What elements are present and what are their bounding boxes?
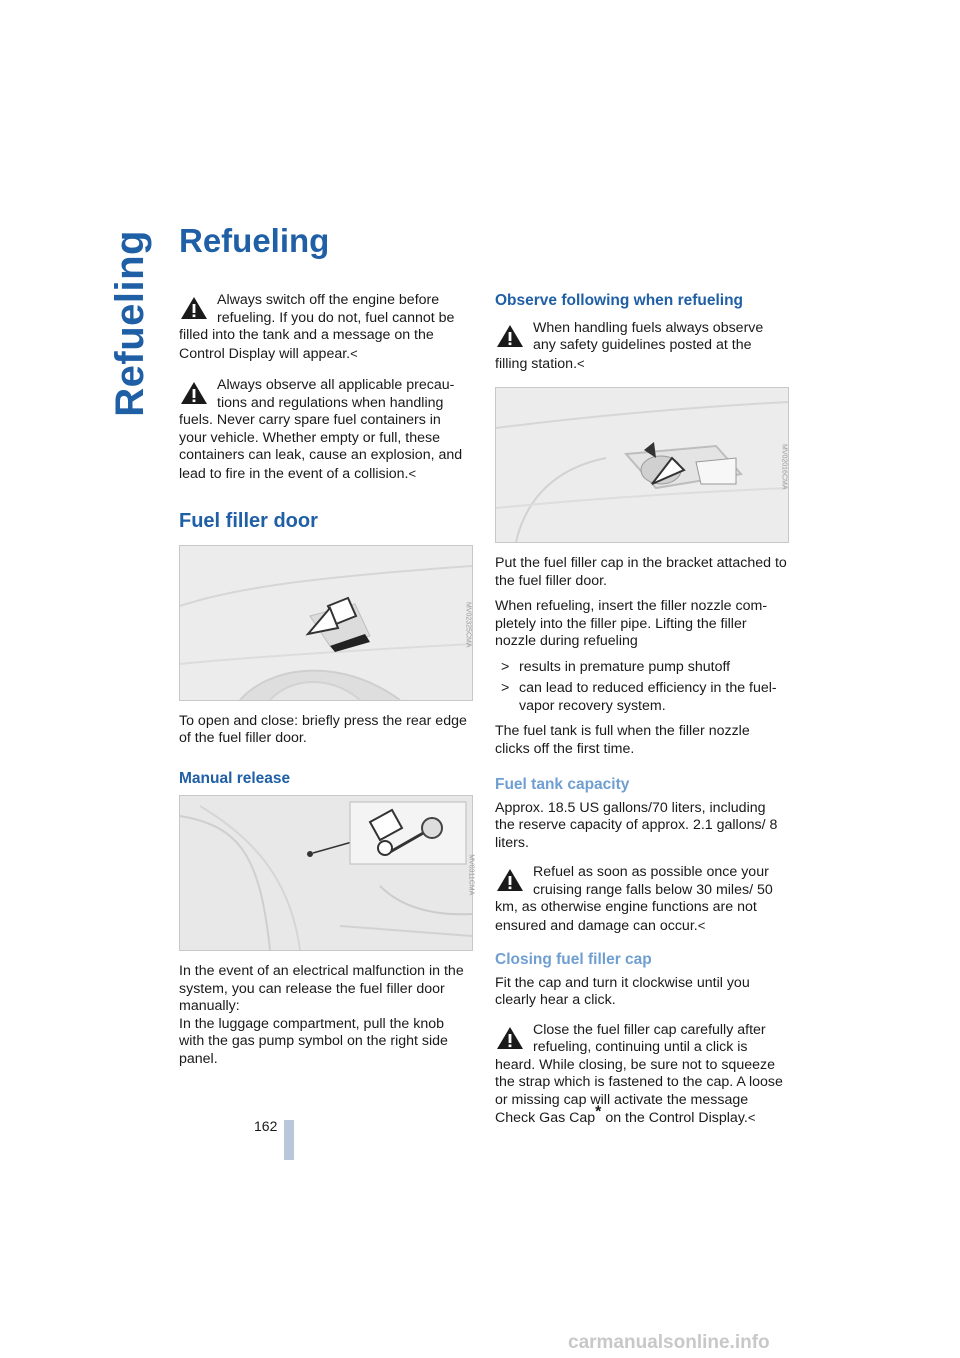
bullet-marker: > [501, 680, 510, 696]
fuel-filler-door-illustration [179, 545, 473, 701]
figure-code: MV02016CMA [780, 443, 788, 490]
right-column [495, 292, 787, 1142]
warning-text: When handling fuels always observe any safety guidelines posted at the filling station. [495, 319, 764, 372]
fuel-cap-image [496, 388, 788, 542]
subheading-manual-release: Manual release [179, 769, 291, 787]
end-mark: < [697, 917, 706, 933]
warning-triangle-icon [179, 380, 209, 406]
warning-text: on the Control Display. [601, 1110, 748, 1126]
warning-note [179, 377, 471, 483]
page-number: 162 [254, 1118, 278, 1134]
paragraph: In the event of an electrical malfunction in the system, you can release the fuel filler door manually: [179, 963, 464, 1014]
paragraph: In the luggage compartment, pull the knob with the gas pump symbol on the right side panel. [179, 1015, 448, 1067]
page-bar [284, 1120, 294, 1160]
end-mark: < [577, 355, 585, 371]
fuel-cap-bracket-illustration [495, 387, 789, 543]
paragraph: Approx. 18.5 US gallons/70 liters, including the reserve capacity of approx. 2.1 gallons/ 8 liters. [495, 799, 778, 851]
subheading-closing-cap: Closing fuel filler cap [495, 951, 652, 968]
left-column [179, 292, 475, 1076]
option-star: * [595, 1103, 602, 1121]
list-item [495, 659, 787, 677]
paragraph: To open and close: briefly press the rear edge of the fuel filler door. [179, 712, 467, 746]
list-item-text: can lead to reduced efficiency in the fuel-vapor recovery system. [519, 680, 777, 714]
figure-code: MV0311CMA [467, 854, 475, 896]
luggage-compartment-illustration [179, 795, 473, 951]
page-title: Refueling [179, 222, 330, 259]
warning-note [495, 320, 787, 374]
figure-code: MV02325CMA [464, 601, 472, 648]
section-title-fuel-filler-door: Fuel filler door [179, 510, 318, 532]
warning-note [495, 1022, 787, 1128]
list-item [495, 680, 787, 715]
bullet-list [495, 659, 787, 716]
car-rear-quarter-image [180, 546, 472, 700]
side-tab-label: Refueling [108, 230, 152, 417]
subheading-fuel-tank-capacity: Fuel tank capacity [495, 776, 630, 793]
paragraph: The fuel tank is full when the filler nozzle clicks off the first time. [495, 723, 750, 757]
warning-text: Always switch off the engine before refueling. If you do not, fuel cannot be filled into the tank and a message on the Control Display will appear. [179, 292, 455, 362]
end-mark: < [350, 345, 358, 361]
warning-text: Close the fuel filler cap carefully after refueling, continuing until a click is heard. While closing, be sure not to squeeze the strap which is fastened to the cap. A loose or missing cap will activate the message Check Gas Cap [495, 1021, 783, 1126]
warning-note [495, 864, 787, 935]
watermark: carmanualsonline.info [568, 1332, 770, 1353]
warning-triangle-icon [495, 867, 525, 893]
warning-triangle-icon [179, 295, 209, 321]
paragraph: Put the fuel filler cap in the bracket attached to the fuel filler door. [495, 555, 787, 589]
end-mark: < [408, 465, 417, 481]
subheading-observe: Observe following when refueling [495, 292, 744, 309]
paragraph: When refueling, insert the filler nozzle com-pletely into the filler pipe. Lifting the filler nozzle during refueling [495, 598, 768, 649]
warning-text: Refuel as soon as possible once your cruising range falls below 30 miles/ 50 km, as otherwise engine functions are not ensured and damage can occur. [495, 864, 773, 934]
paragraph: Fit the cap and turn it clockwise until you clearly hear a click. [495, 974, 750, 1008]
warning-triangle-icon [495, 323, 525, 349]
warning-note [179, 292, 471, 363]
end-mark: < [747, 1110, 756, 1125]
warning-text: Always observe all applicable precau-tions and regulations when handling fuels. Never carry spare fuel containers in your vehicle. Whether empty or full, these containers can leak, cause an explosion, and lead to fire in the event of a collision. [179, 377, 463, 482]
warning-triangle-icon [495, 1025, 525, 1051]
luggage-compartment-image [180, 796, 472, 950]
bullet-marker: > [501, 658, 510, 675]
list-item-text: results in premature pump shutoff [519, 658, 731, 675]
side-tab [108, 230, 156, 417]
